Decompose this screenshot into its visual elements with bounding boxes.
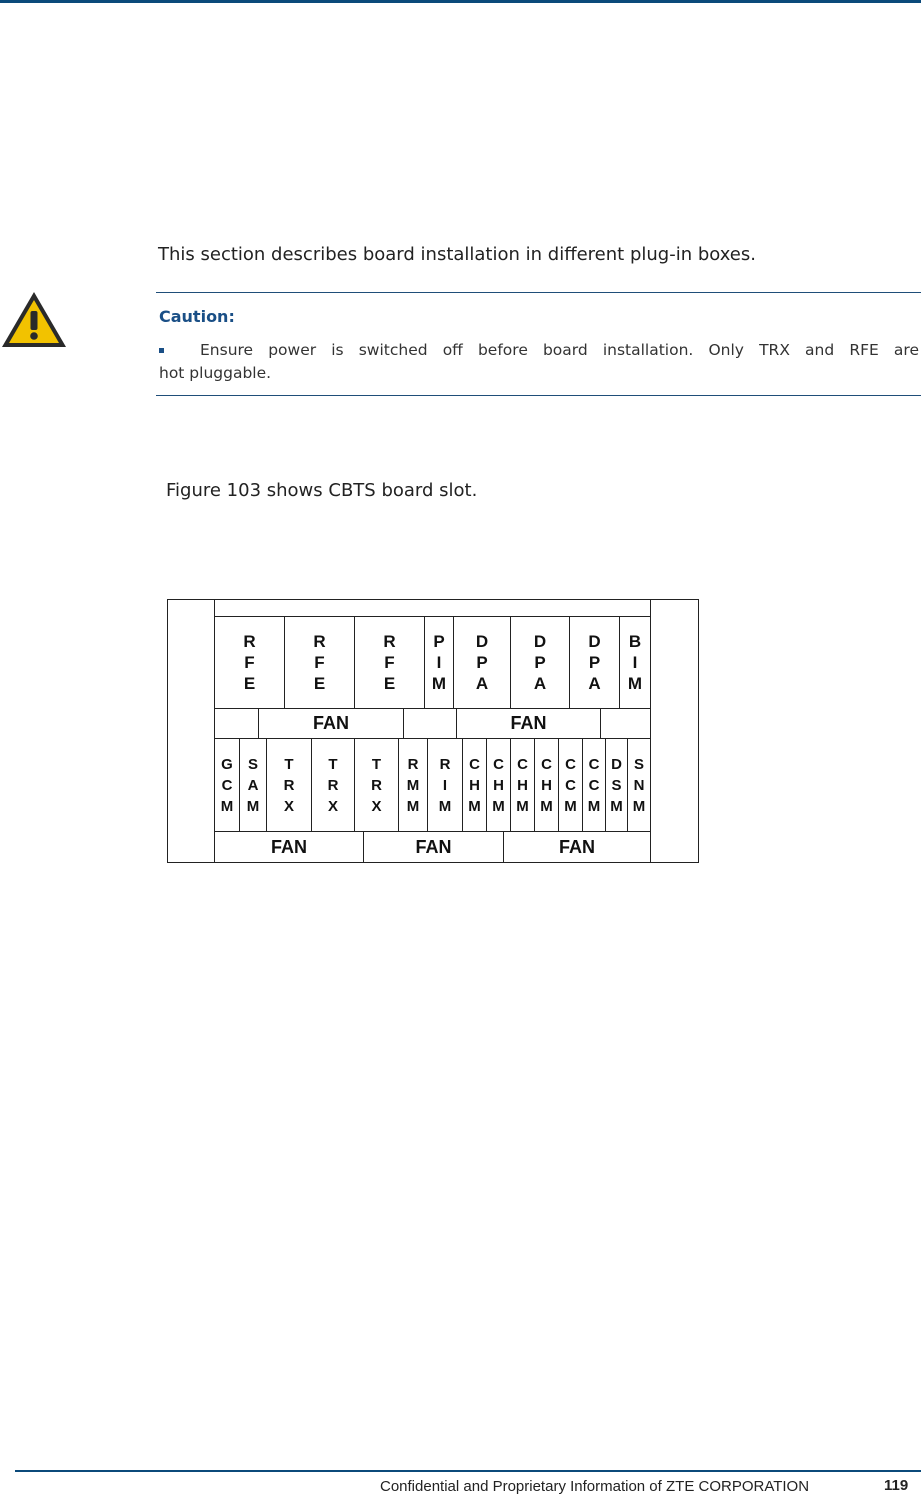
caution-text-continued: hot pluggable. xyxy=(159,364,272,382)
slot-gcm: G C M xyxy=(214,738,240,832)
page-number: 119 xyxy=(884,1477,909,1494)
frame-left-column xyxy=(167,599,215,863)
frame-right-column xyxy=(650,599,699,863)
bullet-icon xyxy=(159,348,164,353)
slot-ccm: C C M xyxy=(558,738,583,832)
slot-rim: R I M xyxy=(427,738,463,832)
slot-chm: C H M xyxy=(510,738,535,832)
fan-unit: FAN xyxy=(214,831,364,863)
blank-cell xyxy=(214,708,259,739)
blank-cell xyxy=(403,708,457,739)
blank-cell xyxy=(600,708,651,739)
slot-trx: T R X xyxy=(311,738,355,832)
fan-unit: FAN xyxy=(503,831,651,863)
fan-unit: FAN xyxy=(258,708,404,739)
slot-sam: S A M xyxy=(239,738,267,832)
caution-line xyxy=(159,341,919,359)
slot-pim: P I M xyxy=(424,616,454,709)
figure-reference: Figure 103 shows CBTS board slot. xyxy=(166,480,478,501)
slot-dpa: D P A xyxy=(569,616,620,709)
intro-paragraph: This section describes board installation in different plug-in boxes. xyxy=(158,244,756,265)
slot-dpa: D P A xyxy=(510,616,570,709)
slot-trx: T R X xyxy=(266,738,312,832)
fan-unit: FAN xyxy=(456,708,601,739)
cbts-board-slot-diagram xyxy=(167,599,699,863)
caution-box xyxy=(156,292,921,396)
caution-text: Ensure power is switched off before board installation. Only TRX and RFE are xyxy=(200,341,919,359)
fan-unit: FAN xyxy=(363,831,504,863)
caution-title: Caution: xyxy=(159,307,235,326)
slot-ccm: C C M xyxy=(582,738,606,832)
slot-bim: B I M xyxy=(619,616,651,709)
top-rule xyxy=(0,0,921,3)
slot-dpa: D P A xyxy=(453,616,511,709)
slot-rfe: R F E xyxy=(354,616,425,709)
slot-chm: C H M xyxy=(486,738,511,832)
frame-top-strip xyxy=(214,599,651,617)
footer-confidential-text: Confidential and Proprietary Information of ZTE CORPORATION xyxy=(380,1478,810,1495)
slot-dsm: D S M xyxy=(605,738,628,832)
slot-rfe: R F E xyxy=(284,616,355,709)
slot-rfe: R F E xyxy=(214,616,285,709)
slot-trx: T R X xyxy=(354,738,399,832)
footer-rule xyxy=(15,1470,921,1472)
slot-rmm: R M M xyxy=(398,738,428,832)
slot-chm: C H M xyxy=(534,738,559,832)
warning-icon xyxy=(0,289,68,351)
slot-chm: C H M xyxy=(462,738,487,832)
slot-snm: S N M xyxy=(627,738,651,832)
